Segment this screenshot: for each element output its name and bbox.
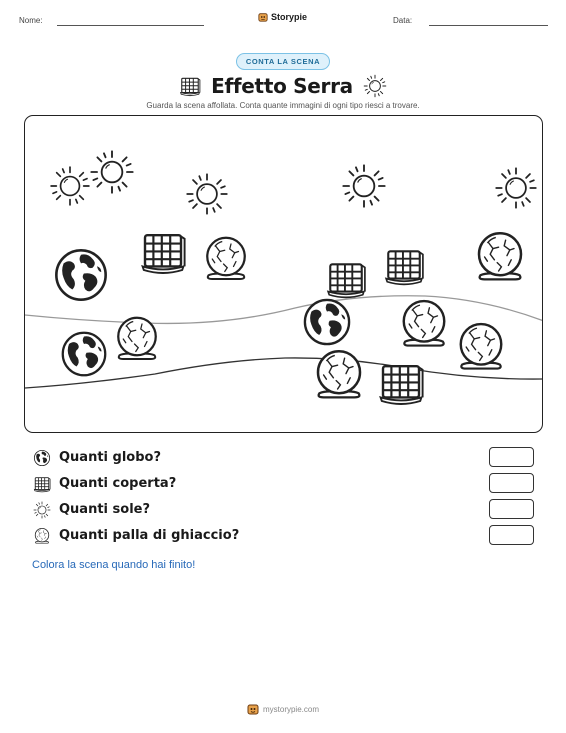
storypie-logo-icon [258, 12, 268, 22]
blanket-icon [381, 245, 427, 287]
date-field-line[interactable] [429, 25, 548, 26]
sun-icon [89, 149, 135, 195]
ice-ball-icon [112, 314, 162, 364]
blanket-icon [33, 475, 51, 493]
question-row [33, 473, 538, 495]
storypie-logo-icon [247, 703, 259, 715]
sun-icon [185, 172, 229, 216]
activity-badge: CONTA LA SCENA [236, 53, 330, 70]
blanket-icon [179, 75, 201, 97]
ice-ball-icon [397, 297, 451, 351]
question-text: Quanti palla di ghiaccio? [59, 528, 240, 543]
page-title: Effetto Serra [211, 74, 353, 98]
sun-icon [49, 165, 91, 207]
name-field-line[interactable] [57, 25, 204, 26]
worksheet-header [0, 12, 566, 32]
question-row [33, 499, 538, 521]
finish-instruction: Colora la scena quando hai finito! [32, 559, 196, 571]
question-text: Quanti coperta? [59, 476, 177, 491]
sun-icon [494, 166, 538, 210]
instructions: Guarda la scena affollata. Conta quante immagini di ogni tipo riesci a trovare. [146, 101, 420, 110]
blanket-icon [323, 258, 369, 300]
ice-ball-icon [454, 320, 508, 374]
answer-box-globe[interactable] [489, 447, 534, 467]
brand [258, 12, 307, 22]
title-row [0, 74, 566, 98]
counting-scene [24, 115, 543, 433]
globe-icon [33, 449, 51, 467]
ice-ball-icon [472, 229, 528, 285]
name-label: Nome: [19, 16, 43, 25]
date-label: Data: [393, 16, 413, 25]
blanket-icon [375, 359, 427, 407]
blanket-icon [137, 228, 189, 276]
question-text: Quanti globo? [59, 450, 162, 465]
globe-icon [52, 246, 110, 304]
footer-url[interactable]: mystorypie.com [262, 704, 319, 714]
sun-icon [363, 74, 387, 98]
footer [0, 703, 566, 715]
answer-box-sun[interactable] [489, 499, 534, 519]
question-row [33, 447, 538, 469]
ice-ball-icon [311, 347, 367, 403]
answer-box-ice-ball[interactable] [489, 525, 534, 545]
sun-icon [341, 163, 387, 209]
sun-icon [33, 501, 51, 519]
ice-ball-icon [201, 234, 251, 284]
globe-icon [59, 329, 109, 379]
ice-ball-icon [33, 527, 51, 545]
globe-icon [301, 296, 353, 348]
answer-box-blanket[interactable] [489, 473, 534, 493]
question-row [33, 525, 538, 547]
brand-name: Storypie [271, 12, 308, 22]
question-text: Quanti sole? [59, 502, 151, 517]
